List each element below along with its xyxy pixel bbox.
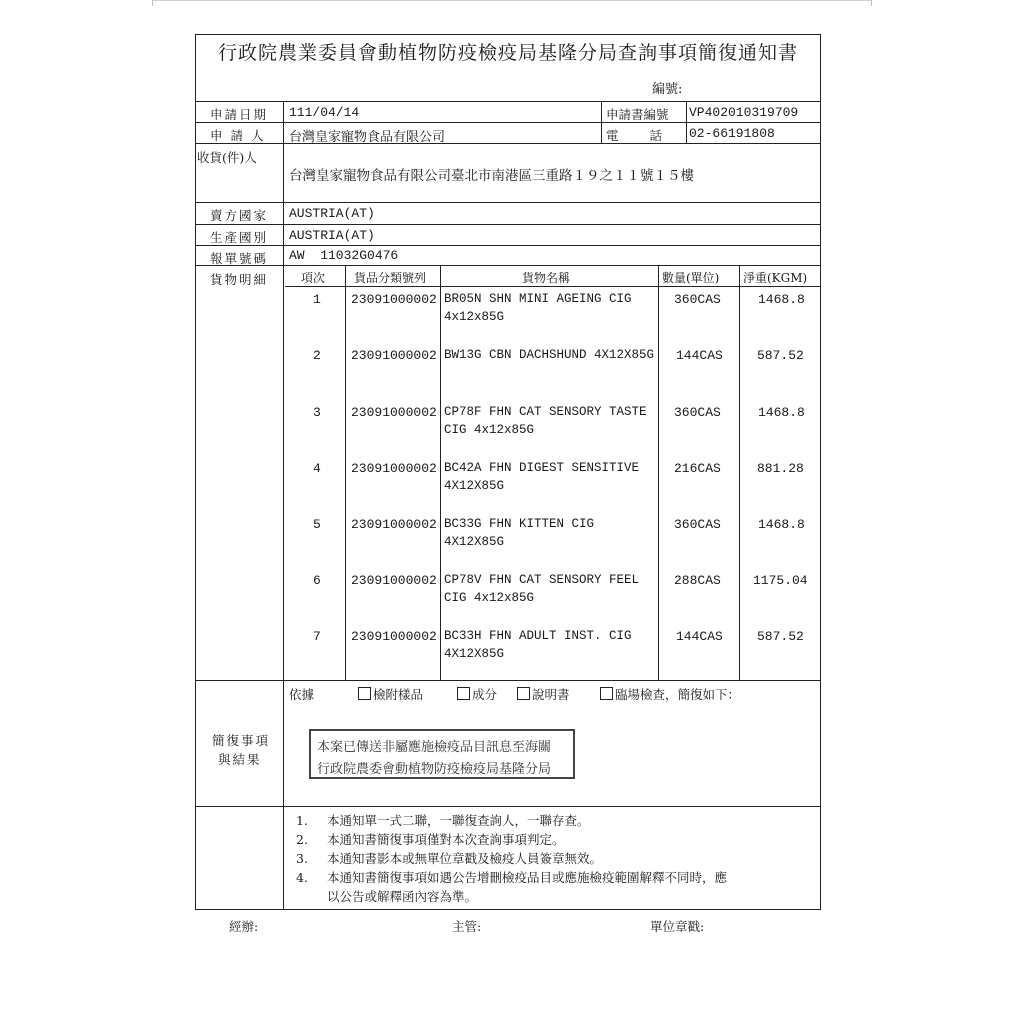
origin-country: AUSTRIA(AT)	[289, 228, 375, 243]
phone-label: 電 話	[606, 128, 665, 143]
scan-edge-right	[871, 0, 872, 6]
row-name: CP78V FHN CAT SENSORY FEEL CIG 4x12x85G	[444, 573, 640, 605]
row-qty: 144CAS	[676, 629, 723, 644]
row-qty: 360CAS	[674, 292, 721, 307]
apply-date-label: 申請日期	[210, 107, 269, 122]
col-quantity: 數量(單位)	[662, 271, 720, 285]
row-no: 1	[313, 292, 321, 307]
goods-section-label: 貨物明細	[210, 272, 269, 287]
row-qty: 288CAS	[674, 573, 721, 588]
rule	[440, 265, 441, 680]
form-no: VP402010319709	[689, 105, 799, 120]
rule	[195, 806, 821, 807]
reply-label-line1: 簡復事項	[212, 733, 271, 748]
form-no-label: 申請書編號	[606, 107, 669, 122]
stamp-line1: 本案已傳送非屬應施檢疫品目訊息至海關	[317, 740, 552, 755]
row-name: CP78F FHN CAT SENSORY TASTE CIG 4x12x85G	[444, 405, 647, 437]
rule	[739, 265, 740, 680]
scan-top-edge	[152, 0, 872, 1]
option-ingredients: 成分	[457, 685, 497, 703]
row-name: BW13G CBN DACHSHUND 4X12X85G	[444, 348, 655, 362]
rule	[195, 245, 821, 246]
row-code: 23091000002	[351, 461, 437, 476]
seller-country: AUSTRIA(AT)	[289, 206, 375, 221]
row-code: 23091000002	[351, 629, 437, 644]
scan-edge-left	[152, 0, 153, 6]
origin-country-label: 生產國別	[210, 230, 269, 245]
row-no: 5	[313, 517, 321, 532]
checkbox-icon	[517, 687, 530, 700]
row-name: BC33H FHN ADULT INST. CIG 4X12X85G	[444, 629, 632, 661]
row-code: 23091000002	[351, 517, 437, 532]
consignee: 台灣皇家寵物食品有限公司臺北市南港區三重路１９之１１號１５樓	[289, 168, 694, 184]
row-code: 23091000002	[351, 348, 437, 363]
note-text: 本通知書簡復事項僅對本次查詢事項判定。	[327, 832, 565, 847]
row-weight: 587.52	[757, 348, 804, 363]
row-name: BR05N SHN MINI AGEING CIG 4x12x85G	[444, 292, 632, 324]
handler-label: 經辦:	[229, 919, 259, 934]
col-goods-name: 貨物名稱	[522, 271, 571, 285]
note-num: 3.	[296, 851, 308, 866]
apply-date: 111/04/14	[289, 105, 360, 120]
note-num: 4.	[296, 870, 308, 885]
rule	[195, 224, 821, 225]
rule	[345, 265, 346, 680]
rule	[195, 202, 821, 203]
rule	[195, 265, 821, 266]
row-name: BC33G FHN KITTEN CIG 4X12X85G	[444, 517, 595, 549]
col-item-no: 項次	[301, 271, 326, 285]
row-weight: 1468.8	[758, 405, 805, 420]
declaration-no: AW 11032G0476	[289, 248, 399, 263]
applicant: 台灣皇家寵物食品有限公司	[289, 130, 446, 145]
row-code: 23091000002	[351, 292, 437, 307]
rule	[195, 122, 821, 123]
row-no: 7	[313, 629, 321, 644]
row-qty: 144CAS	[676, 348, 723, 363]
row-no: 6	[313, 573, 321, 588]
row-code: 23091000002	[351, 573, 437, 588]
row-weight: 1468.8	[758, 292, 805, 307]
basis-label: 依據	[289, 687, 315, 702]
checkbox-icon	[457, 687, 470, 700]
supervisor-label: 主管:	[452, 919, 482, 934]
note-text: 本通知書影本或無單位章戳及檢疫人員簽章無效。	[327, 851, 603, 866]
rule	[195, 101, 821, 102]
rule	[195, 680, 821, 681]
declaration-label: 報單號碼	[210, 251, 269, 266]
note-text: 以公告或解釋函內容為準。	[327, 889, 478, 904]
row-weight: 881.28	[757, 461, 804, 476]
col-net-weight: 淨重(KGM)	[743, 271, 808, 285]
result-stamp	[309, 729, 575, 779]
option-sample: 檢附樣品	[358, 685, 423, 703]
note-num: 1.	[296, 813, 308, 828]
row-code: 23091000002	[351, 405, 437, 420]
row-qty: 360CAS	[674, 405, 721, 420]
row-weight: 587.52	[757, 629, 804, 644]
note-text: 本通知書簡復事項如遇公告增刪檢疫品目或應施檢疫範圍解釋不同時，應	[327, 870, 728, 885]
unit-stamp-label: 單位章戳:	[650, 919, 705, 934]
option-onsite-inspection: 臨場檢查，簡復如下：	[600, 685, 740, 703]
consignee-label: 收貨(件)人	[197, 150, 257, 165]
note-num: 2.	[296, 832, 308, 847]
option-manual: 說明書	[517, 685, 570, 703]
rule	[283, 101, 284, 910]
row-weight: 1175.04	[753, 573, 808, 588]
row-weight: 1468.8	[758, 517, 805, 532]
row-no: 2	[313, 348, 321, 363]
col-hs-code: 貨品分類號列	[354, 271, 427, 285]
form-title: 行政院農業委員會動植物防疫檢疫局基隆分局查詢事項簡復通知書	[217, 42, 798, 64]
checkbox-icon	[600, 687, 613, 700]
note-text: 本通知單一式二聯，一聯復查詢人，一聯存查。	[327, 813, 590, 828]
applicant-label: 申 請 人	[210, 128, 266, 143]
serial-label: 編號:	[652, 82, 683, 97]
rule	[285, 286, 821, 287]
row-qty: 216CAS	[674, 461, 721, 476]
seller-country-label: 賣方國家	[210, 208, 269, 223]
row-name: BC42A FHN DIGEST SENSITIVE 4X12X85G	[444, 461, 640, 493]
phone: 02-66191808	[689, 126, 775, 141]
row-no: 3	[313, 405, 321, 420]
reply-label-line2: 與結果	[218, 752, 262, 767]
stamp-line2: 行政院農委會動植物防疫檢疫局基隆分局	[317, 762, 552, 777]
checkbox-icon	[358, 687, 371, 700]
row-no: 4	[313, 461, 321, 476]
rule	[686, 101, 687, 143]
rule	[601, 101, 602, 143]
row-qty: 360CAS	[674, 517, 721, 532]
